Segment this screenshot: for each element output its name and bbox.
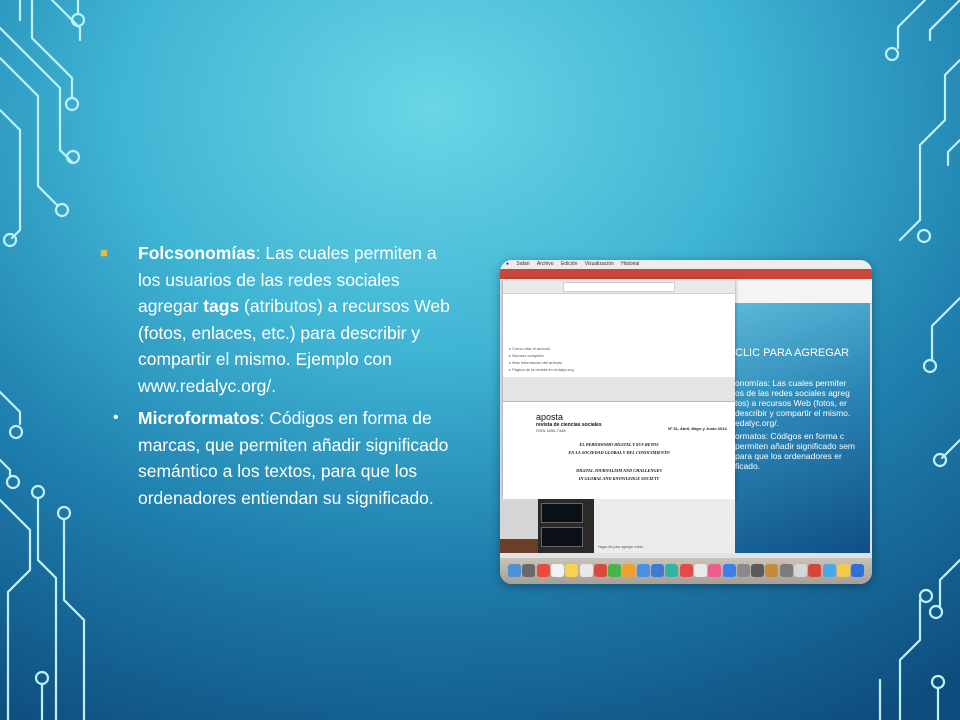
dock-app-icon bbox=[522, 564, 535, 577]
menu-item: Archivo bbox=[536, 261, 554, 267]
ppt-line: tos) a recursos Web (fotos, er bbox=[735, 398, 847, 408]
dock-app-icon bbox=[580, 564, 593, 577]
dock-app-icon bbox=[823, 564, 836, 577]
apple-icon: ● bbox=[506, 261, 510, 267]
journal-name: aposta bbox=[536, 412, 564, 422]
dock-app-icon bbox=[551, 564, 564, 577]
mac-menubar bbox=[500, 260, 872, 269]
dock-app-icon bbox=[565, 564, 578, 577]
article-link: ▸ Más información del artículo bbox=[509, 359, 574, 366]
dock-app-icon bbox=[537, 564, 550, 577]
ppt-line: edalyc.org/. bbox=[735, 418, 779, 428]
powerpoint-slide-preview bbox=[735, 303, 870, 553]
doc-title-line: IN GLOBAL AND KNOWLEDGE SOCIETY bbox=[578, 476, 660, 481]
notes-panel bbox=[594, 499, 735, 553]
doc-title-line: DIGITAL JOURNALISM AND CHALLENGES bbox=[576, 468, 662, 473]
dock-app-icon bbox=[808, 564, 821, 577]
term-folcsonomias: Folcsonomías bbox=[138, 243, 256, 263]
address-bar bbox=[563, 282, 675, 292]
article-link: ▸ Número completo bbox=[509, 352, 574, 359]
pdf-viewer-bar bbox=[503, 377, 735, 401]
browser-window bbox=[503, 279, 735, 499]
dock-app-icon bbox=[622, 564, 635, 577]
dock-app-icon bbox=[508, 564, 521, 577]
emphasis-tags: tags bbox=[203, 296, 240, 316]
square-bullet-icon: ■ bbox=[100, 245, 108, 260]
powerpoint-titlebar bbox=[500, 269, 872, 279]
powerpoint-ribbon bbox=[735, 279, 872, 304]
dot-bullet-icon: • bbox=[113, 409, 119, 426]
ppt-line: ficado. bbox=[735, 461, 761, 471]
dock-app-icon bbox=[851, 564, 864, 577]
dock-app-icon bbox=[708, 564, 721, 577]
browser-toolbar bbox=[503, 279, 735, 294]
ppt-line: onomías: Las cuales permiter bbox=[735, 378, 847, 388]
article-link: ▸ Cómo citar el artículo bbox=[509, 345, 574, 352]
doc-title-line: EL PERIODISMO DIGITAL Y SUS RETOS bbox=[579, 442, 659, 447]
journal-subtitle: revista de ciencias sociales bbox=[536, 422, 602, 428]
bullet-folcsonomias bbox=[100, 240, 460, 399]
journal-issn: ISSN 1696-7348 bbox=[536, 428, 566, 433]
dock-app-icon bbox=[651, 564, 664, 577]
menu-item: Historial bbox=[621, 261, 640, 267]
bullet-list bbox=[100, 240, 460, 511]
menu-item: Visualización bbox=[584, 261, 614, 267]
notes-placeholder: Haga clic para agregar notas bbox=[598, 545, 643, 549]
mac-dock bbox=[500, 558, 872, 584]
journal-issue: Nº 61, Abril, Mayo y Junio 2014 bbox=[668, 426, 727, 431]
dock-app-icon bbox=[723, 564, 736, 577]
ppt-line: os de las redes sociales agreg bbox=[735, 388, 850, 398]
slide-thumbnail bbox=[541, 503, 583, 523]
dock-app-icon bbox=[780, 564, 793, 577]
slide-thumbnails bbox=[538, 499, 594, 553]
dock-app-icon bbox=[665, 564, 678, 577]
ppt-line: ormatos: Códigos en forma c bbox=[735, 431, 845, 441]
bullet-text: : Códigos en forma de marcas, que permiten añadir significado semántico a los textos, para que los ordenadores entiendan su significado. bbox=[138, 408, 449, 508]
dock-app-icon bbox=[694, 564, 707, 577]
bullet-text-part1: : Las cuales permiten a los usuarios de las redes sociales agregar bbox=[138, 243, 437, 316]
ppt-line: permiten añadir significado sem bbox=[735, 441, 856, 451]
dock-app-icon bbox=[751, 564, 764, 577]
desktop-wallpaper bbox=[500, 539, 538, 553]
article-link: ▸ Página de la revista en redalyc.org bbox=[509, 366, 574, 373]
term-microformatos: Microformatos bbox=[138, 408, 260, 428]
dock-app-icon bbox=[680, 564, 693, 577]
ppt-line: para que los ordenadores er bbox=[735, 451, 842, 461]
side-panel bbox=[500, 499, 538, 553]
dock-app-icon bbox=[794, 564, 807, 577]
ppt-line: describir y compartir el mismo. bbox=[735, 408, 851, 418]
bullet-text-part2: (atributos) a recursos Web (fotos, enlaces, etc.) para describir y compartir el mismo. Ejemplo con www.redalyc.org/. bbox=[138, 296, 450, 396]
dock-app-icon bbox=[737, 564, 750, 577]
dock-app-icon bbox=[765, 564, 778, 577]
slide-thumbnail bbox=[541, 527, 583, 547]
dock-app-icon bbox=[837, 564, 850, 577]
bullet-microformatos bbox=[100, 405, 460, 511]
dock-app-icon bbox=[608, 564, 621, 577]
dock-app-icon bbox=[637, 564, 650, 577]
pdf-document bbox=[503, 401, 735, 500]
doc-title-line: EN LA SOCIEDAD GLOBAL Y DEL CONOCIMIENTO bbox=[568, 450, 670, 455]
dock-app-icon bbox=[594, 564, 607, 577]
menu-item: Edición bbox=[560, 261, 578, 267]
menu-item: Safari bbox=[516, 261, 530, 267]
embedded-screenshot bbox=[500, 260, 872, 584]
article-links bbox=[509, 345, 574, 373]
ppt-slide-title: CLIC PARA AGREGAR bbox=[735, 347, 850, 359]
